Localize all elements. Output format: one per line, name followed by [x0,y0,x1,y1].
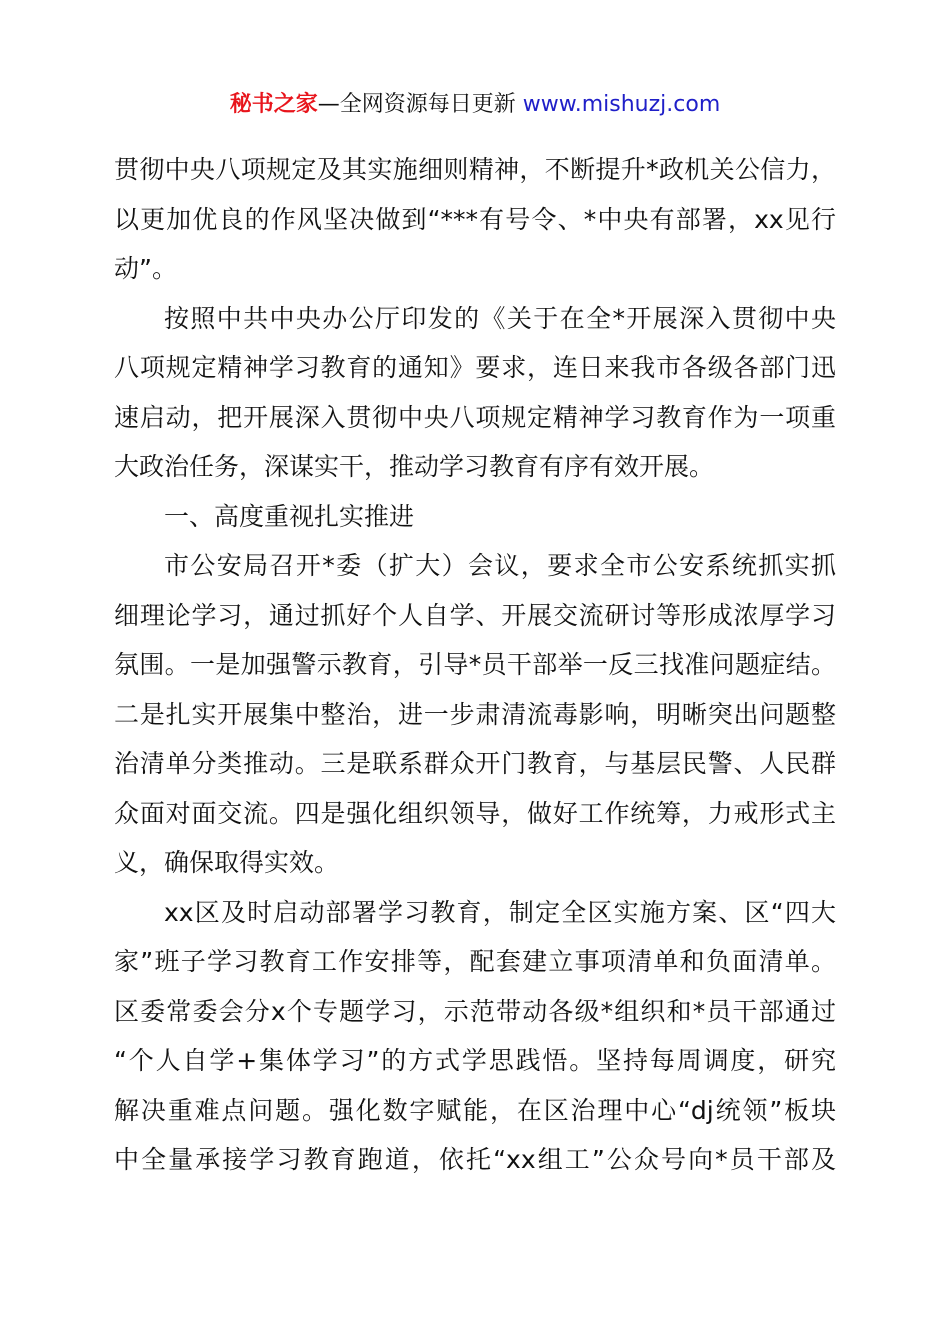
site-url-link[interactable]: www.mishuzj.com [522,92,721,117]
text-line: 家”班子学习教育工作安排等，配套建立事项清单和负面清单。 [114,947,836,976]
document-body [114,145,836,1185]
text-line: 众面对面交流。四是强化组织领导，做好工作统筹，力戒形式主 [114,798,836,828]
text-line: 以更加优良的作风坚决做到“***有号令、*中央有部署，xx见行 [114,204,836,234]
header-tagline: —全网资源每日更新 [317,92,523,117]
text-line: 细理论学习，通过抓好个人自学、开展交流研讨等形成浓厚学习 [114,600,836,630]
text-line: 按照中共中央办公厅印发的《关于在全*开展深入贯彻中央 [164,303,836,333]
text-line: “个人自学+集体学习”的方式学思践悟。坚持每周调度，研究 [114,1046,836,1075]
text-line: 解决重难点问题。强化数字赋能，在区治理中心“dj统领”板块 [114,1095,836,1125]
text-line: 中全量承接学习教育跑道，依托“xx组工”公众号向*员干部及 [114,1145,836,1174]
brand-name: 秘书之家 [229,92,318,117]
text-line: 二是扎实开展集中整治，进一步肃清流毒影响，明晰突出问题整 [114,699,836,729]
text-line: 义，确保取得实效。 [114,848,340,877]
text-line: 大政治任务，深谋实干，推动学习教育有序有效开展。 [114,452,715,481]
text-line: 贯彻中央八项规定及其实施细则精神，不断提升*政机关公信力， [114,155,836,184]
text-line: xx区及时启动部署学习教育，制定全区实施方案、区“四大 [164,897,836,927]
text-line: 动”。 [114,254,177,283]
text-line: 治清单分类推动。三是联系群众开门教育，与基层民警、人民群 [114,749,836,778]
text-line: 市公安局召开*委（扩大）会议，要求全市公安系统抓实抓 [164,551,836,580]
text-line: 氛围。一是加强警示教育，引导*员干部举一反三找准问题症结。 [114,650,836,679]
section-heading: 一、高度重视扎实推进 [164,501,415,531]
text-line: 八项规定精神学习教育的通知》要求，连日来我市各级各部门迅 [114,353,836,382]
site-header [0,88,950,122]
text-line: 速启动，把开展深入贯彻中央八项规定精神学习教育作为一项重 [114,402,836,432]
text-line: 区委常委会分x个专题学习，示范带动各级*组织和*员干部通过 [114,996,836,1026]
